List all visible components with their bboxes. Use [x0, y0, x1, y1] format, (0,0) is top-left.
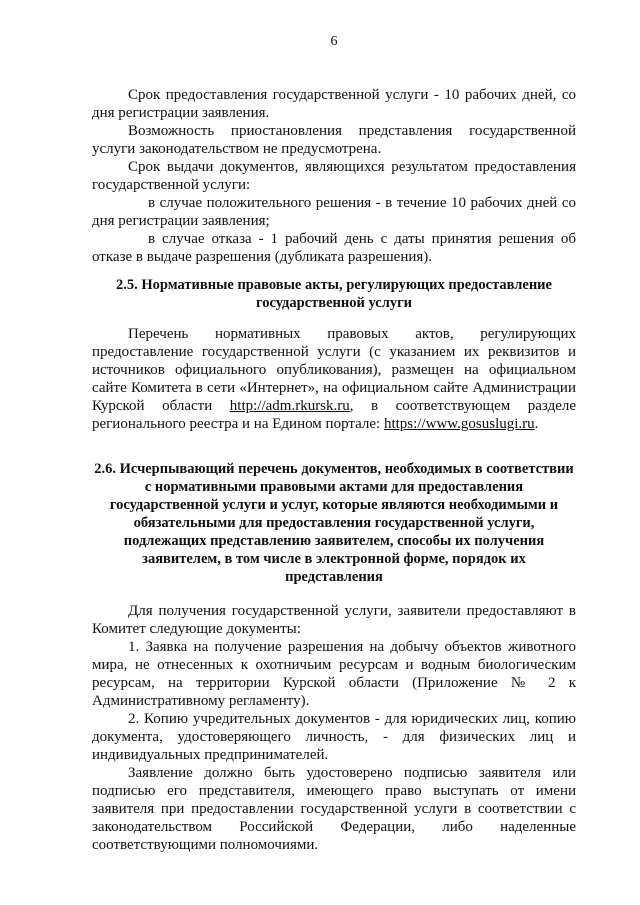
normative-acts-text: Перечень нормативных правовых актов, регулирующих предоставление государственной услуги (с указанием их реквизитов и источников официального опубликования), размещен на официальном сайте Комитета в сети «Интернет», на официальном сайте Администрации Курской области	[92, 326, 576, 414]
normative-acts-text-end: .	[534, 416, 539, 432]
paragraph-suspension: Возможность приостановления представления государственной услуги законодательством не предусмотрена.	[92, 123, 576, 157]
paragraph-signature: Заявление должно быть удостоверено подписью заявителя или подписью его представителя, имеющего право выступать от имени заявителя при предоставлении государственной услуги в соответствии с законодательством Российской Федерации, либо наделенные соответствующими полномочиями.	[92, 765, 576, 853]
adm-rkursk-link[interactable]: http://adm.rkursk.ru	[229, 398, 350, 414]
paragraph-normative-acts	[92, 325, 576, 433]
section-2-5-title: 2.5. Нормативные правовые акты, регулирующих предоставление государственной услуги	[116, 277, 552, 311]
paragraph-documents-intro: Для получения государственной услуги, заявители предоставляют в Комитет следующие документы:	[92, 603, 576, 637]
normative-acts-text-middle: , в соответствующем разделе регионального реестра и на Едином портале:	[92, 398, 577, 432]
paragraph-founding-docs: 2. Копию учредительных документов - для юридических лиц, копию документа, удостоверяющего личность, - для физических лиц и индивидуальных предпринимателей.	[92, 711, 576, 763]
page-number: 6	[330, 34, 338, 49]
section-2-6-title: 2.6. Исчерпывающий перечень документов, необходимых в соответствии с нормативными правовыми актами для предоставления государственной услуги и услуг, которые являются необходимыми и обязательными для предоставления государственной услуги, подлежащих представлению заявителем, способы их получения заявителем, в том числе в электронной форме, порядок их представления	[94, 461, 574, 585]
paragraph-issue-term: Срок выдачи документов, являющихся результатом предоставления государственной услуги:	[92, 159, 576, 193]
paragraph-positive-decision: в случае положительного решения - в течение 10 рабочих дней со дня регистрации заявления;	[92, 195, 576, 229]
paragraph-application: 1. Заявка на получение разрешения на добычу объектов животного мира, не отнесенных к охотничьим ресурсам и водным биологическим ресурсам, на территории Курской области (Приложение № 2 к Административному регламенту).	[92, 639, 576, 709]
paragraph-refusal: в случае отказа - 1 рабочий день с даты принятия решения об отказе в выдаче разрешения (дубликата разрешения).	[92, 231, 576, 265]
gosuslugi-link[interactable]: https://www.gosuslugi.ru	[383, 416, 535, 432]
paragraph-service-term: Срок предоставления государственной услуги - 10 рабочих дней, со дня регистрации заявления.	[92, 87, 576, 121]
